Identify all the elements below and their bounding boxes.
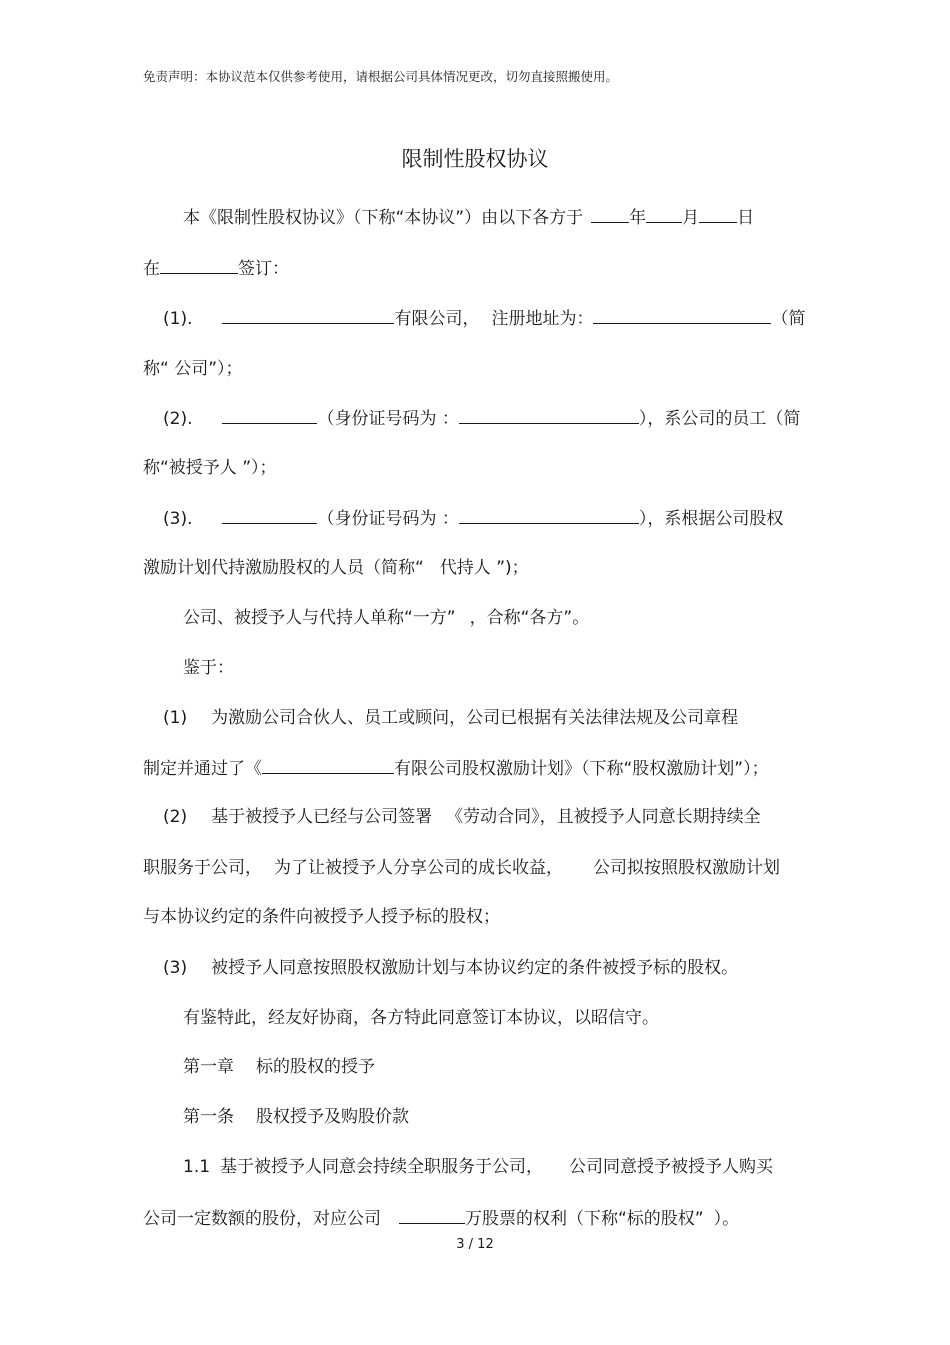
chapter-1-heading: 第一章 标的股权的授予 [183,1057,375,1077]
nominee-name-blank [222,507,317,524]
whereas-heading: 鉴于： [183,658,234,678]
recital-2-line-3: 与本协议约定的条件向被授予人授予标的股权； [143,907,500,927]
party-1-line-1: (1). 有限公司， 注册地址为： （简 [163,309,806,329]
day-blank [699,206,737,223]
share-amount-blank [399,1207,465,1224]
company-name-blank [222,307,394,324]
nominee-id-blank [459,507,639,524]
page-title: 限制性股权协议 [401,147,549,171]
article-1-heading: 第一条 股权授予及购股价款 [183,1107,409,1127]
intro-line-2: 在 签订： [143,259,289,279]
place-blank [160,257,238,274]
clause-1-1-line-2: 公司一定数额的股份，对应公司 万股票的权利（下称“标的股权” ）。 [143,1209,740,1229]
recital-2-line-1: (2) 基于被授予人已经与公司签署 《劳动合同》，且被授予人同意长期持续全 [163,807,761,827]
recital-1-line-2: 制定并通过了《 有限公司股权激励计划》（下称“股权激励计划”）； [143,759,769,779]
party-3-line-2: 激励计划代持激励股权的人员（简称“ 代持人 ”)； [143,558,529,578]
clause-1-1-line-1: 1.1 基于被授予人同意会持续全职服务于公司， 公司同意授予被授予人购买 [183,1157,774,1177]
grantee-id-blank [459,407,639,424]
party-2-line-1: (2). （身份证号码为 ： ），系公司的员工（简 [163,409,801,429]
party-2-line-2: 称“被授予人 ”）； [143,458,277,478]
intro-line-1: 本《限制性股权协议》（下称“本协议”）由以下各方于 年 月 日 [183,208,755,228]
party-3-line-1: (3). （身份证号码为 ： ），系根据公司股权 [163,509,784,529]
collective-definition: 公司、被授予人与代持人单称“一方” ，合称“各方”。 [183,608,590,628]
party-1-line-2: 称“ 公司”）； [143,359,243,379]
plan-company-blank [262,757,394,774]
recital-3-line-1: (3) 被授予人同意按照股权激励计划与本协议约定的条件被授予标的股权。 [163,958,739,978]
now-therefore: 有鉴特此，经友好协商，各方特此同意签订本协议，以昭信守。 [183,1008,659,1028]
address-blank [593,307,771,324]
recital-2-line-2: 职服务于公司， 为了让被授予人分享公司的成长收益， 公司拟按照股权激励计划 [143,858,780,878]
page-number: 3 / 12 [456,1237,494,1252]
disclaimer: 免责声明：本协议范本仅供参考使用，请根据公司具体情况更改，切勿直接照搬使用。 [143,69,619,84]
recital-1-line-1: (1) 为激励公司合伙人、员工或顾问，公司已根据有关法律法规及公司章程 [163,708,739,728]
grantee-name-blank [222,407,317,424]
year-blank [591,206,629,223]
month-blank [646,206,682,223]
